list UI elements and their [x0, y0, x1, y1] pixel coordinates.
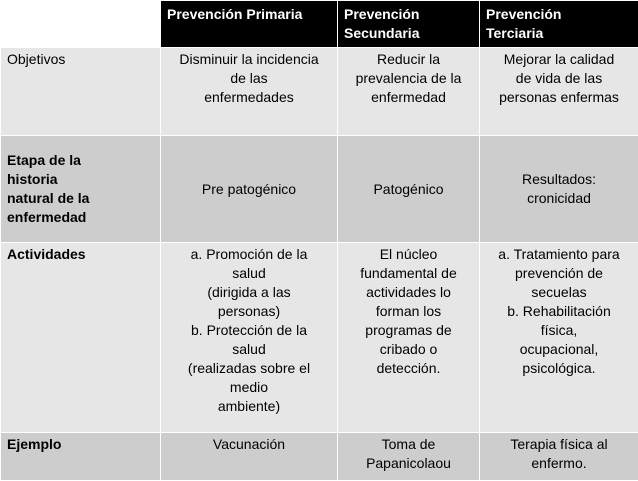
table-row-ejemplo — [1, 433, 638, 481]
header-row — [1, 1, 638, 48]
row-label-actividades: Actividades — [1, 243, 161, 433]
header-prevencion-terciaria: Prevención Terciaria — [480, 1, 638, 48]
cell-actividades-primaria: a. Promoción de la salud (dirigida a las personas) b. Protección de la salud (realizadas sobre el medio ambiente) — [161, 243, 338, 433]
cell-objetivos-terciaria: Mejorar la calidad de vida de las personas enfermas — [480, 48, 638, 136]
cell-objetivos-primaria: Disminuir la incidencia de las enfermedades — [161, 48, 338, 136]
row-label-ejemplo: Ejemplo — [1, 433, 161, 481]
table-row-objetivos — [1, 48, 638, 136]
row-label-etapa: Etapa de la historia natural de la enfermedad — [1, 136, 161, 243]
row-label-objetivos: Objetivos — [1, 48, 161, 136]
cell-etapa-terciaria: Resultados: cronicidad — [480, 136, 638, 243]
cell-ejemplo-terciaria: Terapia física al enfermo. — [480, 433, 638, 481]
cell-actividades-terciaria: a. Tratamiento para prevención de secuelas b. Rehabilitación física, ocupacional, psicológica. — [480, 243, 638, 433]
table-row-actividades — [1, 243, 638, 433]
header-prevencion-secundaria: Prevención Secundaria — [338, 1, 480, 48]
table-row-etapa — [1, 136, 638, 243]
cell-etapa-primaria: Pre patogénico — [161, 136, 338, 243]
cell-etapa-secundaria: Patogénico — [338, 136, 480, 243]
cell-ejemplo-primaria: Vacunación — [161, 433, 338, 481]
cell-actividades-secundaria: El núcleo fundamental de actividades lo forman los programas de cribado o detección. — [338, 243, 480, 433]
cell-ejemplo-secundaria: Toma de Papanicolaou — [338, 433, 480, 481]
header-blank-cell — [1, 1, 161, 48]
header-prevencion-primaria: Prevención Primaria — [161, 1, 338, 48]
cell-objetivos-secundaria: Reducir la prevalencia de la enfermedad — [338, 48, 480, 136]
